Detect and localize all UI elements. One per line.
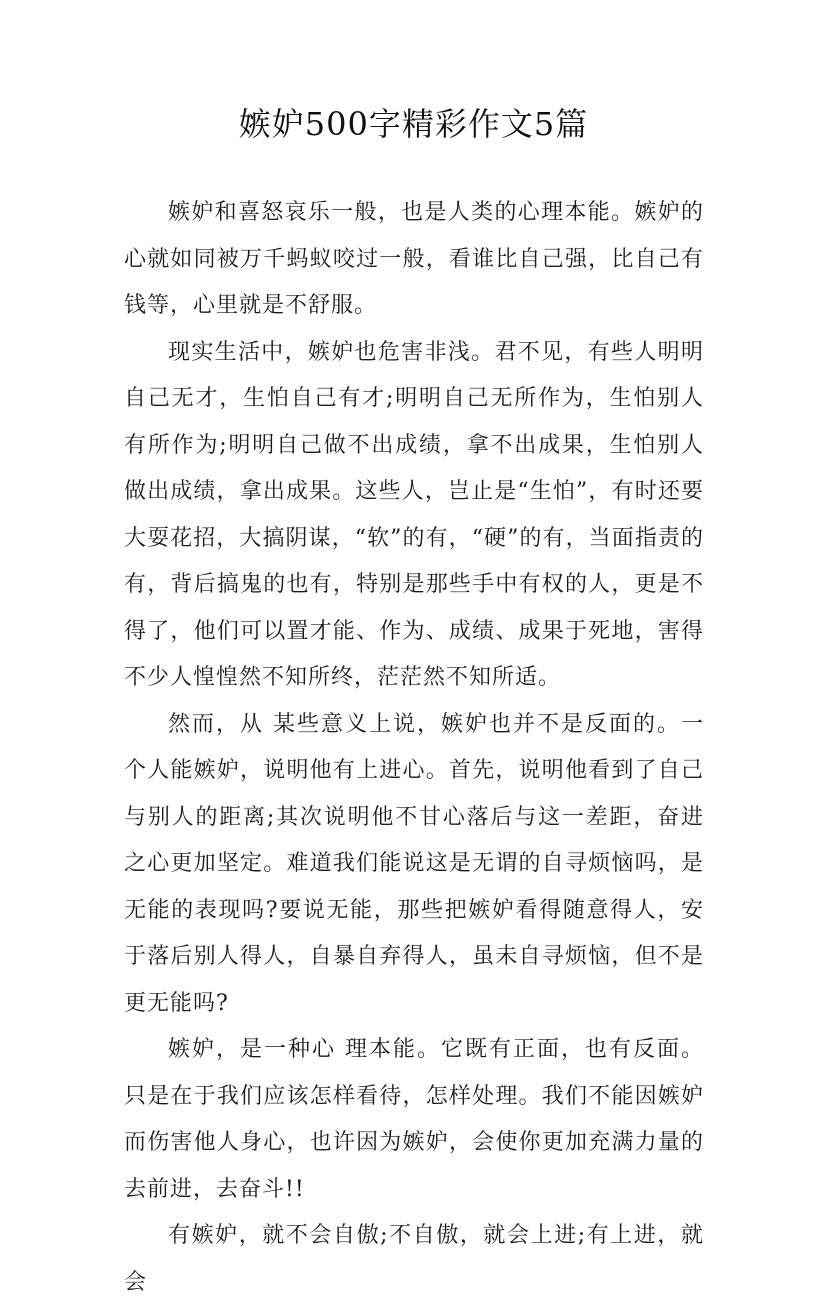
paragraph: 然而，从 某些意义上说，嫉妒也并不是反面的。一个人能嫉妒，说明他有上进心。首先，说明他看到了自己与别人的距离;其次说明他不甘心落后与这一差距，奋进之心更加坚定。难道我们能说这是无谓的自寻烦恼吗，是无能的表现吗?要说无能，那些把嫉妒看得随意得人，安于落后别人得人，自暴自弃得人，虽未自寻烦恼，但不是更无能吗? [124, 711, 704, 1016]
document-title: 嫉妒500字精彩作文5篇 [238, 105, 589, 143]
paragraph: 现实生活中，嫉妒也危害非浅。君不见，有些人明明自己无才，生怕自己有才;明明自己无所作为，生怕别人有所作为;明明自己做不出成绩，拿不出成果，生怕别人做出成绩，拿出成果。这些人，岂止是“生怕”，有时还要大耍花招，大搞阴谋，“软”的有，“硬”的有，当面指责的有，背后搞鬼的也有，特别是那些手中有权的人，更是不得了，他们可以置才能、作为、成绩、成果于死地，害得不少人惶惶然不知所终，茫茫然不知所适。 [124, 339, 704, 690]
paragraph: 嫉妒和喜怒哀乐一般，也是人类的心理本能。嫉妒的心就如同被万千蚂蚁咬过一般，看谁比自己强，比自己有钱等，心里就是不舒服。 [124, 200, 704, 318]
paragraph: 嫉妒，是一种心 理本能。它既有正面，也有反面。只是在于我们应该怎样看待，怎样处理。我们不能因嫉妒而伤害他人身心，也许因为嫉妒，会使你更加充满力量的去前进，去奋斗!! [124, 1037, 704, 1202]
paragraph: 有嫉妒，就不会自傲;不自傲，就会上进;有上进，就会 [124, 1223, 704, 1295]
document-body [124, 190, 704, 1306]
